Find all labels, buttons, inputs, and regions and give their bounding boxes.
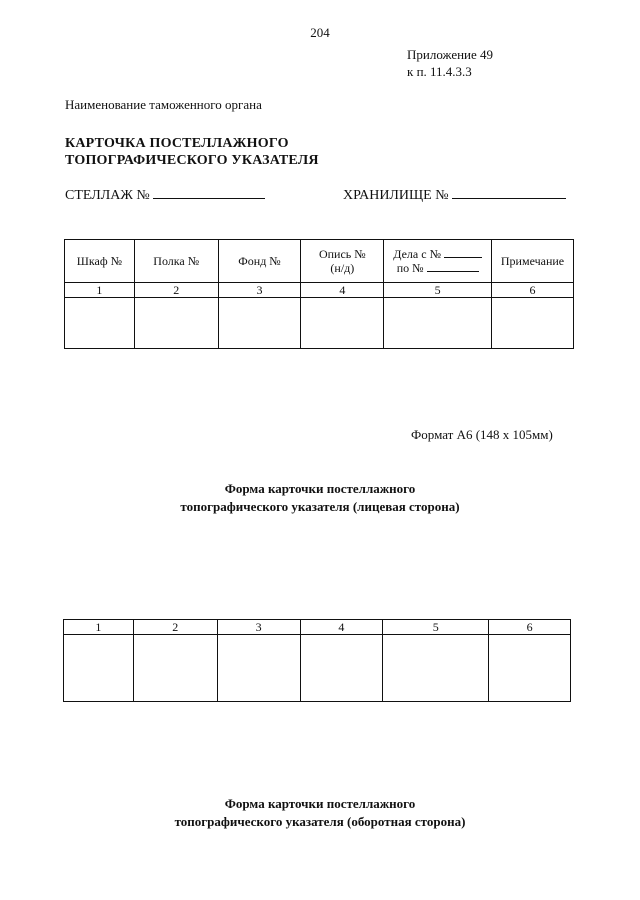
card-title-line-1: КАРТОЧКА ПОСТЕЛЛАЖНОГО [65, 136, 289, 151]
header-inventory-line-2: (н/д) [330, 261, 355, 275]
empty-cell [301, 298, 384, 349]
column-number: 1 [64, 620, 134, 635]
table-number-row [65, 283, 574, 298]
card-table-front [64, 239, 574, 349]
files-from-blank [444, 247, 482, 258]
files-to-label: по № [396, 261, 424, 275]
appendix-line-1: Приложение 49 [407, 47, 494, 62]
column-number: 4 [301, 283, 384, 298]
header-inventory-line-1: Опись № [318, 247, 366, 261]
header-shelf: Полка № [134, 240, 218, 283]
card-title [65, 135, 319, 169]
header-note: Примечание [492, 240, 574, 283]
header-files-from [384, 247, 491, 261]
column-number: 3 [218, 283, 301, 298]
empty-cell [300, 635, 383, 702]
empty-cell [65, 298, 135, 349]
header-cabinet: Шкаф № [65, 240, 135, 283]
customs-organ-label: Наименование таможенного органа [65, 97, 262, 112]
files-from-label: Дела с № [393, 247, 442, 261]
empty-cell [383, 635, 489, 702]
column-number: 4 [300, 620, 383, 635]
empty-cell [492, 298, 574, 349]
header-files-to [384, 261, 491, 275]
rack-field [65, 186, 265, 204]
files-to-blank [427, 261, 479, 272]
appendix-line-2: к п. 11.4.3.3 [407, 64, 472, 79]
empty-cell [489, 635, 571, 702]
header-inventory [301, 240, 384, 283]
column-number: 1 [65, 283, 135, 298]
header-fund: Фонд № [218, 240, 301, 283]
storage-field [343, 186, 566, 204]
rack-label: СТЕЛЛАЖ № [65, 188, 150, 203]
header-files [384, 240, 492, 283]
empty-cell [218, 298, 301, 349]
caption-front-line-2: топографического указателя (лицевая сторона) [180, 499, 460, 514]
column-number: 5 [384, 283, 492, 298]
empty-cell [384, 298, 492, 349]
empty-cell [133, 635, 217, 702]
card-title-line-2: ТОПОГРАФИЧЕСКОГО УКАЗАТЕЛЯ [65, 153, 319, 168]
column-number: 5 [383, 620, 489, 635]
caption-front [0, 480, 640, 516]
empty-cell [134, 298, 218, 349]
rack-blank-line [153, 186, 265, 199]
caption-front-line-1: Форма карточки постеллажного [224, 481, 416, 496]
empty-cell [217, 635, 300, 702]
table-empty-row [64, 635, 571, 702]
caption-back-line-1: Форма карточки постеллажного [224, 796, 416, 811]
table-header-row [65, 240, 574, 283]
column-number: 2 [133, 620, 217, 635]
empty-cell [64, 635, 134, 702]
format-label: Формат А6 (148 х 105мм) [411, 427, 553, 442]
column-number: 6 [492, 283, 574, 298]
table-number-row [64, 620, 571, 635]
storage-blank-line [452, 186, 566, 199]
column-number: 2 [134, 283, 218, 298]
caption-back [0, 795, 640, 831]
column-number: 3 [217, 620, 300, 635]
appendix-reference [407, 46, 493, 80]
storage-label: ХРАНИЛИЩЕ № [343, 188, 449, 203]
page-number: 204 [310, 25, 330, 40]
table-empty-row [65, 298, 574, 349]
caption-back-line-2: топографического указателя (оборотная сторона) [174, 814, 466, 829]
column-number: 6 [489, 620, 571, 635]
card-table-back [63, 619, 571, 702]
